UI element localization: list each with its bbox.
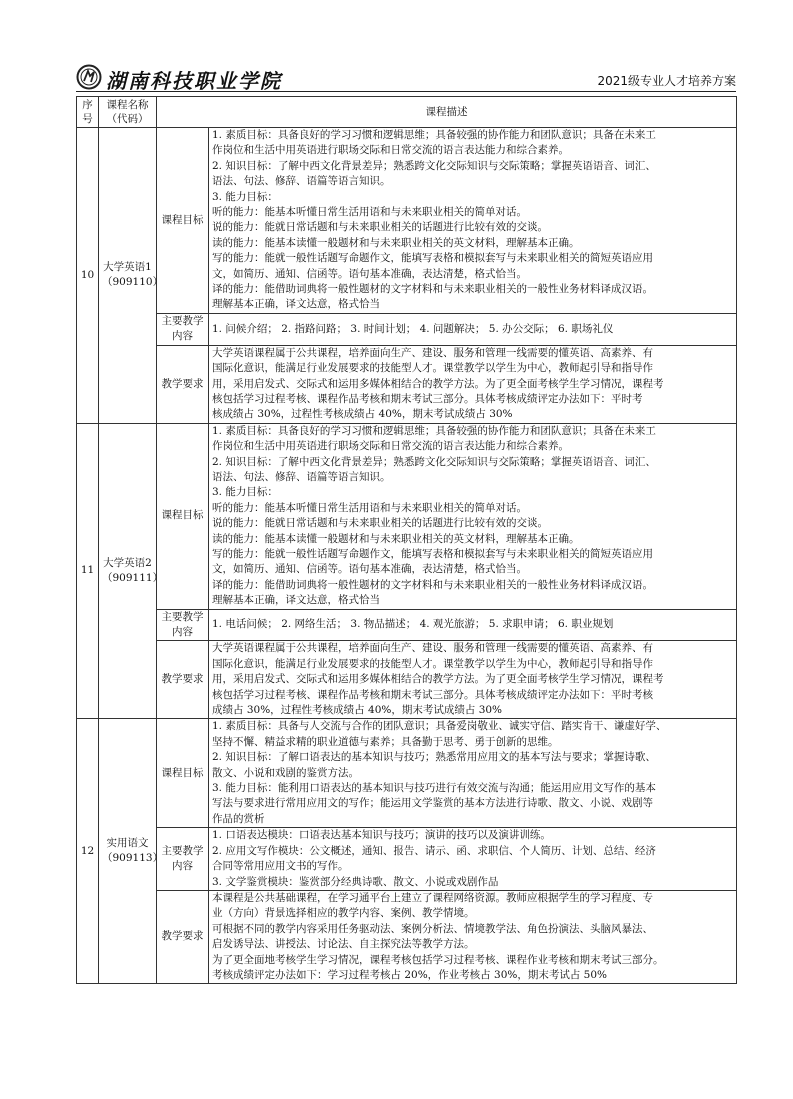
course-name-cell [99, 719, 164, 984]
description-line: 为了更全面地考核学生学习情况，课程考核包括学习过程考核、课程作业考核和期末考试三部分。 [212, 953, 664, 966]
description-line: 业（方向）背景选择相应的教学内容、案例、教学情境。 [212, 907, 475, 920]
description-line: 启发诱导法、讲授法、讨论法、自主探究法等教学方法。 [212, 938, 475, 951]
table-row [77, 719, 737, 828]
row-description [209, 641, 737, 719]
row-description [209, 609, 737, 641]
description-line: 说的能力：能就日常话题和与未来职业相关的话题进行比较有效的交谈。 [212, 517, 548, 530]
header-no: 序号 [77, 97, 99, 128]
school-name: 湖南科技职业学院 [106, 69, 282, 93]
table-row [77, 345, 737, 423]
description-line: 译的能力：能借助词典将一般性题材的文字材料和与未来职业相关的一般性业务材料译成汉语。 [212, 578, 653, 591]
table-row [77, 313, 737, 345]
description-line: 作岗位和生活中用英语进行职场交际和日常交流的语言表达能力和综合素养。 [212, 440, 569, 453]
description-line: 坚持不懈、精益求精的职业道德与素养；具备勤于思考、勇于创新的思维。 [212, 735, 559, 748]
description-line: 1. 电话问候； 2. 网络生活； 3. 物品描述； 4. 观光旅游； 5. 求职申请； 6. 职业规划 [212, 618, 614, 631]
description-line: 用，采用启发式、交际式和运用多媒体相结合的教学方法。为了更全面考核学生学习情况，课程考 [212, 377, 664, 390]
description-line: 写的能力：能就一般性话题写命题作文，能填写表格和模拟套写与未来职业相关的简短英语应用 [212, 252, 653, 265]
description-line: 听的能力：能基本听懂日常生活用语和与未来职业相关的简单对话。 [212, 206, 527, 219]
row-description [209, 423, 737, 609]
course-number: 10 [77, 128, 99, 424]
row-type-label: 课程目标 [157, 423, 209, 609]
description-line: 语法、句法、修辞、语篇等语言知识。 [212, 175, 391, 188]
row-type-label: 教学要求 [157, 641, 209, 719]
course-name: 实用语文 [106, 836, 149, 849]
description-line: 2. 应用文写作模块：公文概述，通知、报告、请示、函、求职信、个人简历、计划、总结、经济 [212, 844, 656, 857]
description-line: 写法与要求进行常用应用文的写作；能运用文学鉴赏的基本方法进行诗歌、散文、小说、戏剧等 [212, 797, 653, 810]
school-logo-icon [76, 64, 102, 90]
description-line: 3. 文学鉴赏模块：鉴赏部分经典诗歌、散文、小说或戏剧作品 [212, 875, 499, 888]
description-line: 作品的赏析 [212, 812, 265, 825]
table-row [77, 128, 737, 314]
description-line: 核成绩占 30%，过程性考核成绩占 40%，期末考试成绩占 30% [212, 408, 513, 421]
table-header-row [77, 97, 737, 128]
table-row [77, 423, 737, 609]
row-description [209, 890, 737, 983]
description-line: 译的能力：能借助词典将一般性题材的文字材料和与未来职业相关的一般性业务材料译成汉语。 [212, 283, 653, 296]
description-line: 1. 素质目标：具备良好的学习习惯和逻辑思维；具备较强的协作能力和团队意识；具备在未来工 [212, 424, 656, 437]
row-description [209, 128, 737, 314]
course-code: （909111） [102, 572, 164, 585]
table-row [77, 828, 737, 891]
description-line: 核包括学习过程考核、课程作品考核和期末考试三部分。具体考核成绩评定办法如下：平时考核 [212, 688, 653, 701]
description-line: 3. 能力目标：能利用口语表达的基本知识与技巧进行有效交流与沟通；能运用应用文写作的基本 [212, 782, 656, 795]
row-type-label: 课程目标 [157, 719, 209, 828]
description-line: 3. 能力目标： [212, 190, 278, 203]
description-line: 写的能力：能就一般性话题写命题作文，能填写表格和模拟套写与未来职业相关的简短英语应用 [212, 547, 653, 560]
description-line: 读的能力：能基本读懂一般题材和与未来职业相关的英文材料，理解基本正确。 [212, 532, 580, 545]
description-line: 可根据不同的教学内容采用任务驱动法、案例分析法、情境教学法、角色扮演法、头脑风暴法、 [212, 922, 653, 935]
description-line: 合同等常用应用文书的写作。 [212, 860, 349, 873]
course-table [76, 96, 737, 984]
course-number: 11 [77, 423, 99, 719]
description-line: 说的能力：能就日常话题和与未来职业相关的话题进行比较有效的交谈。 [212, 221, 548, 234]
description-line: 考核成绩评定办法如下：学习过程考核占 20%，作业考核占 30%，期末考试占 50% [212, 968, 608, 981]
description-line: 国际化意识，能满足行业发展要求的技能型人才。课堂教学以学生为中心，教师起引导和指导作 [212, 362, 653, 375]
description-line: 国际化意识，能满足行业发展要求的技能型人才。课堂教学以学生为中心，教师起引导和指导作 [212, 657, 653, 670]
description-line: 2. 知识目标：了解口语表达的基本知识与技巧；熟悉常用应用文的基本写法与要求；掌握诗歌、 [212, 751, 656, 764]
description-line: 文，如简历、通知、信函等。语句基本准确，表达清楚，格式恰当。 [212, 267, 527, 280]
description-line: 大学英语课程属于公共课程，培养面向生产、建设、服务和管理一线需要的懂英语、高素养、有 [212, 642, 653, 655]
description-line: 本课程是公共基础课程，在学习通平台上建立了课程网络资源。教师应根据学生的学习程度、专 [212, 891, 653, 904]
row-description [209, 313, 737, 345]
course-name-cell [99, 423, 164, 719]
description-line: 语法、句法、修辞、语篇等语言知识。 [212, 470, 391, 483]
description-line: 听的能力：能基本听懂日常生活用语和与未来职业相关的简单对话。 [212, 501, 527, 514]
row-description [209, 345, 737, 423]
description-line: 1. 口语表达模块：口语表达基本知识与技巧；演讲的技巧以及演讲训练。 [212, 829, 551, 842]
description-line: 1. 素质目标：具备与人交流与合作的团队意识；具备爱岗敬业、诚实守信、踏实肯干、谦虚好学、 [212, 720, 667, 733]
course-name: 大学英语2 [103, 556, 152, 569]
description-line: 1. 问候介绍； 2. 指路问路； 3. 时间计划； 4. 问题解决； 5. 办公交际； 6. 职场礼仪 [212, 322, 614, 335]
description-line: 2. 知识目标：了解中西文化背景差异；熟悉跨文化交际知识与交际策略；掌握英语语音、词汇、 [212, 455, 656, 468]
description-line: 作岗位和生活中用英语进行职场交际和日常交流的语言表达能力和综合素养。 [212, 144, 569, 157]
description-line: 3. 能力目标： [212, 486, 278, 499]
description-line: 读的能力：能基本读懂一般题材和与未来职业相关的英文材料，理解基本正确。 [212, 236, 580, 249]
description-line: 1. 素质目标：具备良好的学习习惯和逻辑思维；具备较强的协作能力和团队意识；具备在未来工 [212, 129, 656, 141]
row-type-label: 主要教学内容 [157, 609, 209, 641]
course-name-cell [99, 128, 164, 424]
course-code: （909113） [102, 852, 164, 865]
course-number: 12 [77, 719, 99, 984]
header-desc: 课程描述 [157, 97, 737, 128]
row-type-label: 教学要求 [157, 345, 209, 423]
row-type-label: 主要教学内容 [157, 828, 209, 891]
description-line: 成绩占 30%，过程性考核成绩占 40%，期末考试成绩占 30% [212, 704, 503, 717]
description-line: 散文、小说和戏剧的鉴赏方法。 [212, 766, 359, 779]
row-type-label: 教学要求 [157, 890, 209, 983]
table-row [77, 609, 737, 641]
row-type-label: 主要教学内容 [157, 313, 209, 345]
table-row [77, 890, 737, 983]
table-row [77, 641, 737, 719]
course-code: （909110） [102, 276, 164, 289]
description-line: 理解基本正确，译文达意，格式恰当 [212, 594, 380, 607]
row-description [209, 828, 737, 891]
plan-title: 2021级专业人才培养方案 [597, 74, 736, 88]
header-rule [76, 91, 736, 92]
description-line: 用，采用启发式、交际式和运用多媒体相结合的教学方法。为了更全面考核学生学习情况，课程考 [212, 673, 664, 686]
row-type-label: 课程目标 [157, 128, 209, 314]
course-name: 大学英语1 [103, 260, 152, 273]
description-line: 2. 知识目标：了解中西文化背景差异；熟悉跨文化交际知识与交际策略；掌握英语语音、词汇、 [212, 159, 656, 172]
description-line: 理解基本正确，译文达意，格式恰当 [212, 298, 380, 311]
description-line: 大学英语课程属于公共课程，培养面向生产、建设、服务和管理一线需要的懂英语、高素养、有 [212, 346, 653, 359]
row-description [209, 719, 737, 828]
description-line: 核包括学习过程考核、课程作品考核和期末考试三部分。具体考核成绩评定办法如下：平时考 [212, 392, 643, 405]
description-line: 文，如简历、通知、信函等。语句基本准确，表达清楚，格式恰当。 [212, 563, 527, 576]
page-header [76, 64, 736, 93]
header-name: 课程名称（代码） [99, 97, 157, 128]
